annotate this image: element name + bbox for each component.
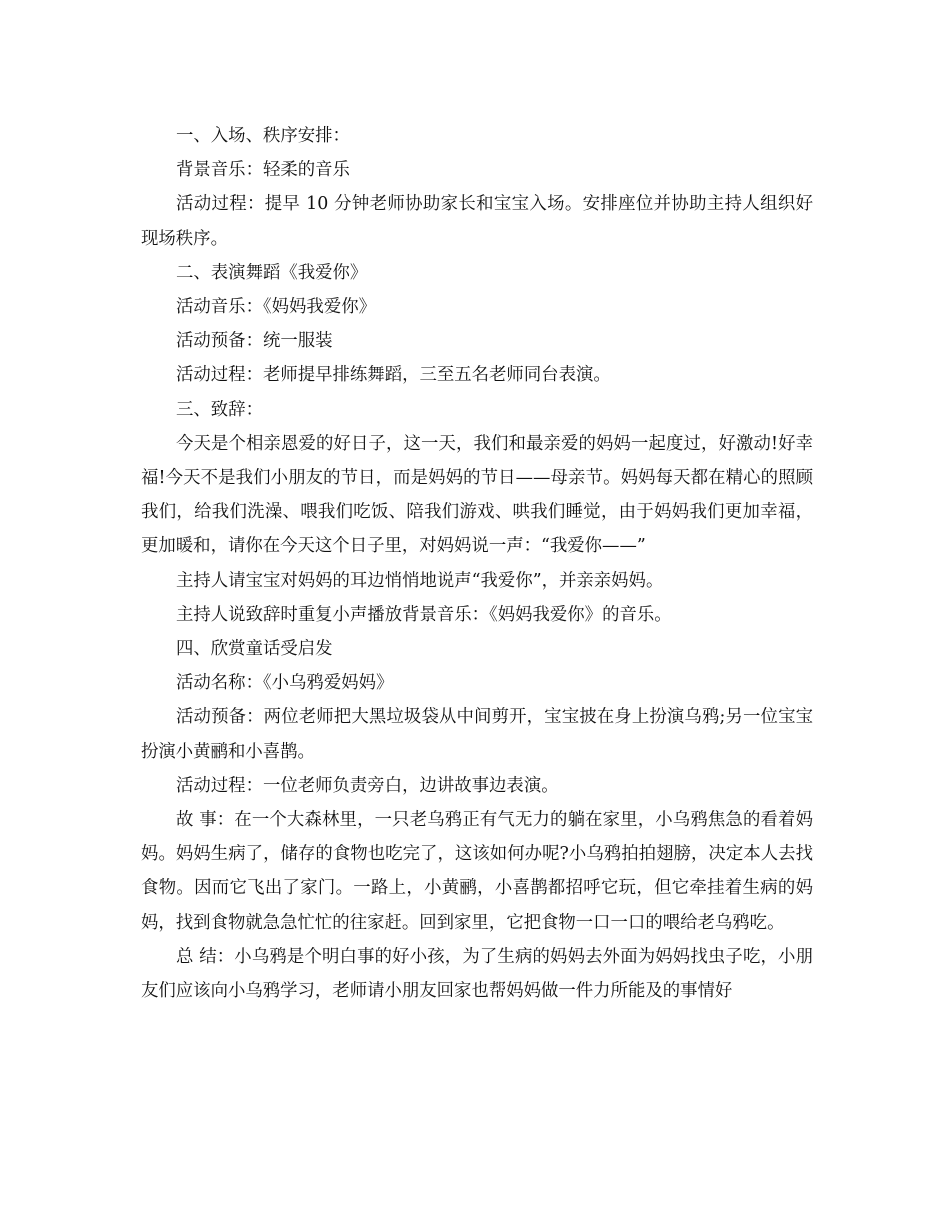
dance-preparation-line: 活动预备：统一服装 (176, 331, 333, 352)
story-name-line: 活动名称：《小乌鸦爱妈妈》 (176, 673, 394, 694)
story-process-line: 活动过程：一位老师负责旁白，边讲故事边表演。 (176, 775, 559, 796)
story-preparation-paragraph: 活动预备：两位老师把大黑垃圾袋从中间剪开，宝宝披在身上扮演乌鸦;另一位宝宝扮演小黄鹂和小喜鹊。 (141, 707, 813, 762)
background-music-line: 背景音乐：轻柔的音乐 (176, 160, 350, 181)
story-text-paragraph: 故 事：在一个大森林里，一只老乌鸦正有气无力的躺在家里，小乌鸦焦急的看着妈妈。妈妈生病了，储存的食物也吃完了，这该如何办呢?小乌鸦拍拍翅膀，决定本人去找食物。因而它飞出了家门。一路上，小黄鹂，小喜鹊都招呼它玩，但它牵挂着生病的妈妈，找到食物就急急忙忙的往家赶。回到家里，它把食物一口一口的喂给老乌鸦吃。 (141, 810, 813, 933)
dance-process-line: 活动过程：老师提早排练舞蹈，三至五名老师同台表演。 (176, 365, 611, 386)
document-body (141, 119, 813, 1008)
section-heading-speech: 三、致辞： (176, 399, 263, 420)
section-heading-entrance: 一、入场、秩序安排： (176, 126, 350, 146)
dance-music-line: 活动音乐：《妈妈我爱你》 (176, 297, 376, 318)
summary-paragraph: 总 结：小乌鸦是个明白事的好小孩，为了生病的妈妈去外面为妈妈找虫子吃，小朋友们应该向小乌鸦学习，老师请小朋友回家也帮妈妈做一件力所能及的事情好 (141, 946, 813, 1002)
host-instruction-paragraph: 主持人请宝宝对妈妈的耳边悄悄地说声“我爱你”，并亲亲妈妈。 (176, 570, 664, 591)
entrance-process-paragraph: 活动过程：提早 10 分钟老师协助家长和宝宝入场。安排座位并协助主持人组织好现场秩序。 (141, 194, 813, 249)
speech-paragraph: 今天是个相亲恩爱的好日子，这一天，我们和最亲爱的妈妈一起度过，好激动!好幸福!今天不是我们小朋友的节日，而是妈妈的节日——母亲节。妈妈每天都在精心的照顾我们，给我们洗澡、喂我们吃饭、陪我们游戏、哄我们睡觉，由于妈妈我们更加幸福，更加暖和，请你在今天这个日子里，对妈妈说一声：“我爱你——” (141, 433, 813, 557)
section-heading-story: 四、欣赏童话受启发 (176, 639, 333, 660)
section-heading-dance: 二、表演舞蹈《我爱你》 (176, 262, 368, 283)
host-music-paragraph: 主持人说致辞时重复小声播放背景音乐：《妈妈我爱你》的音乐。 (176, 604, 672, 625)
